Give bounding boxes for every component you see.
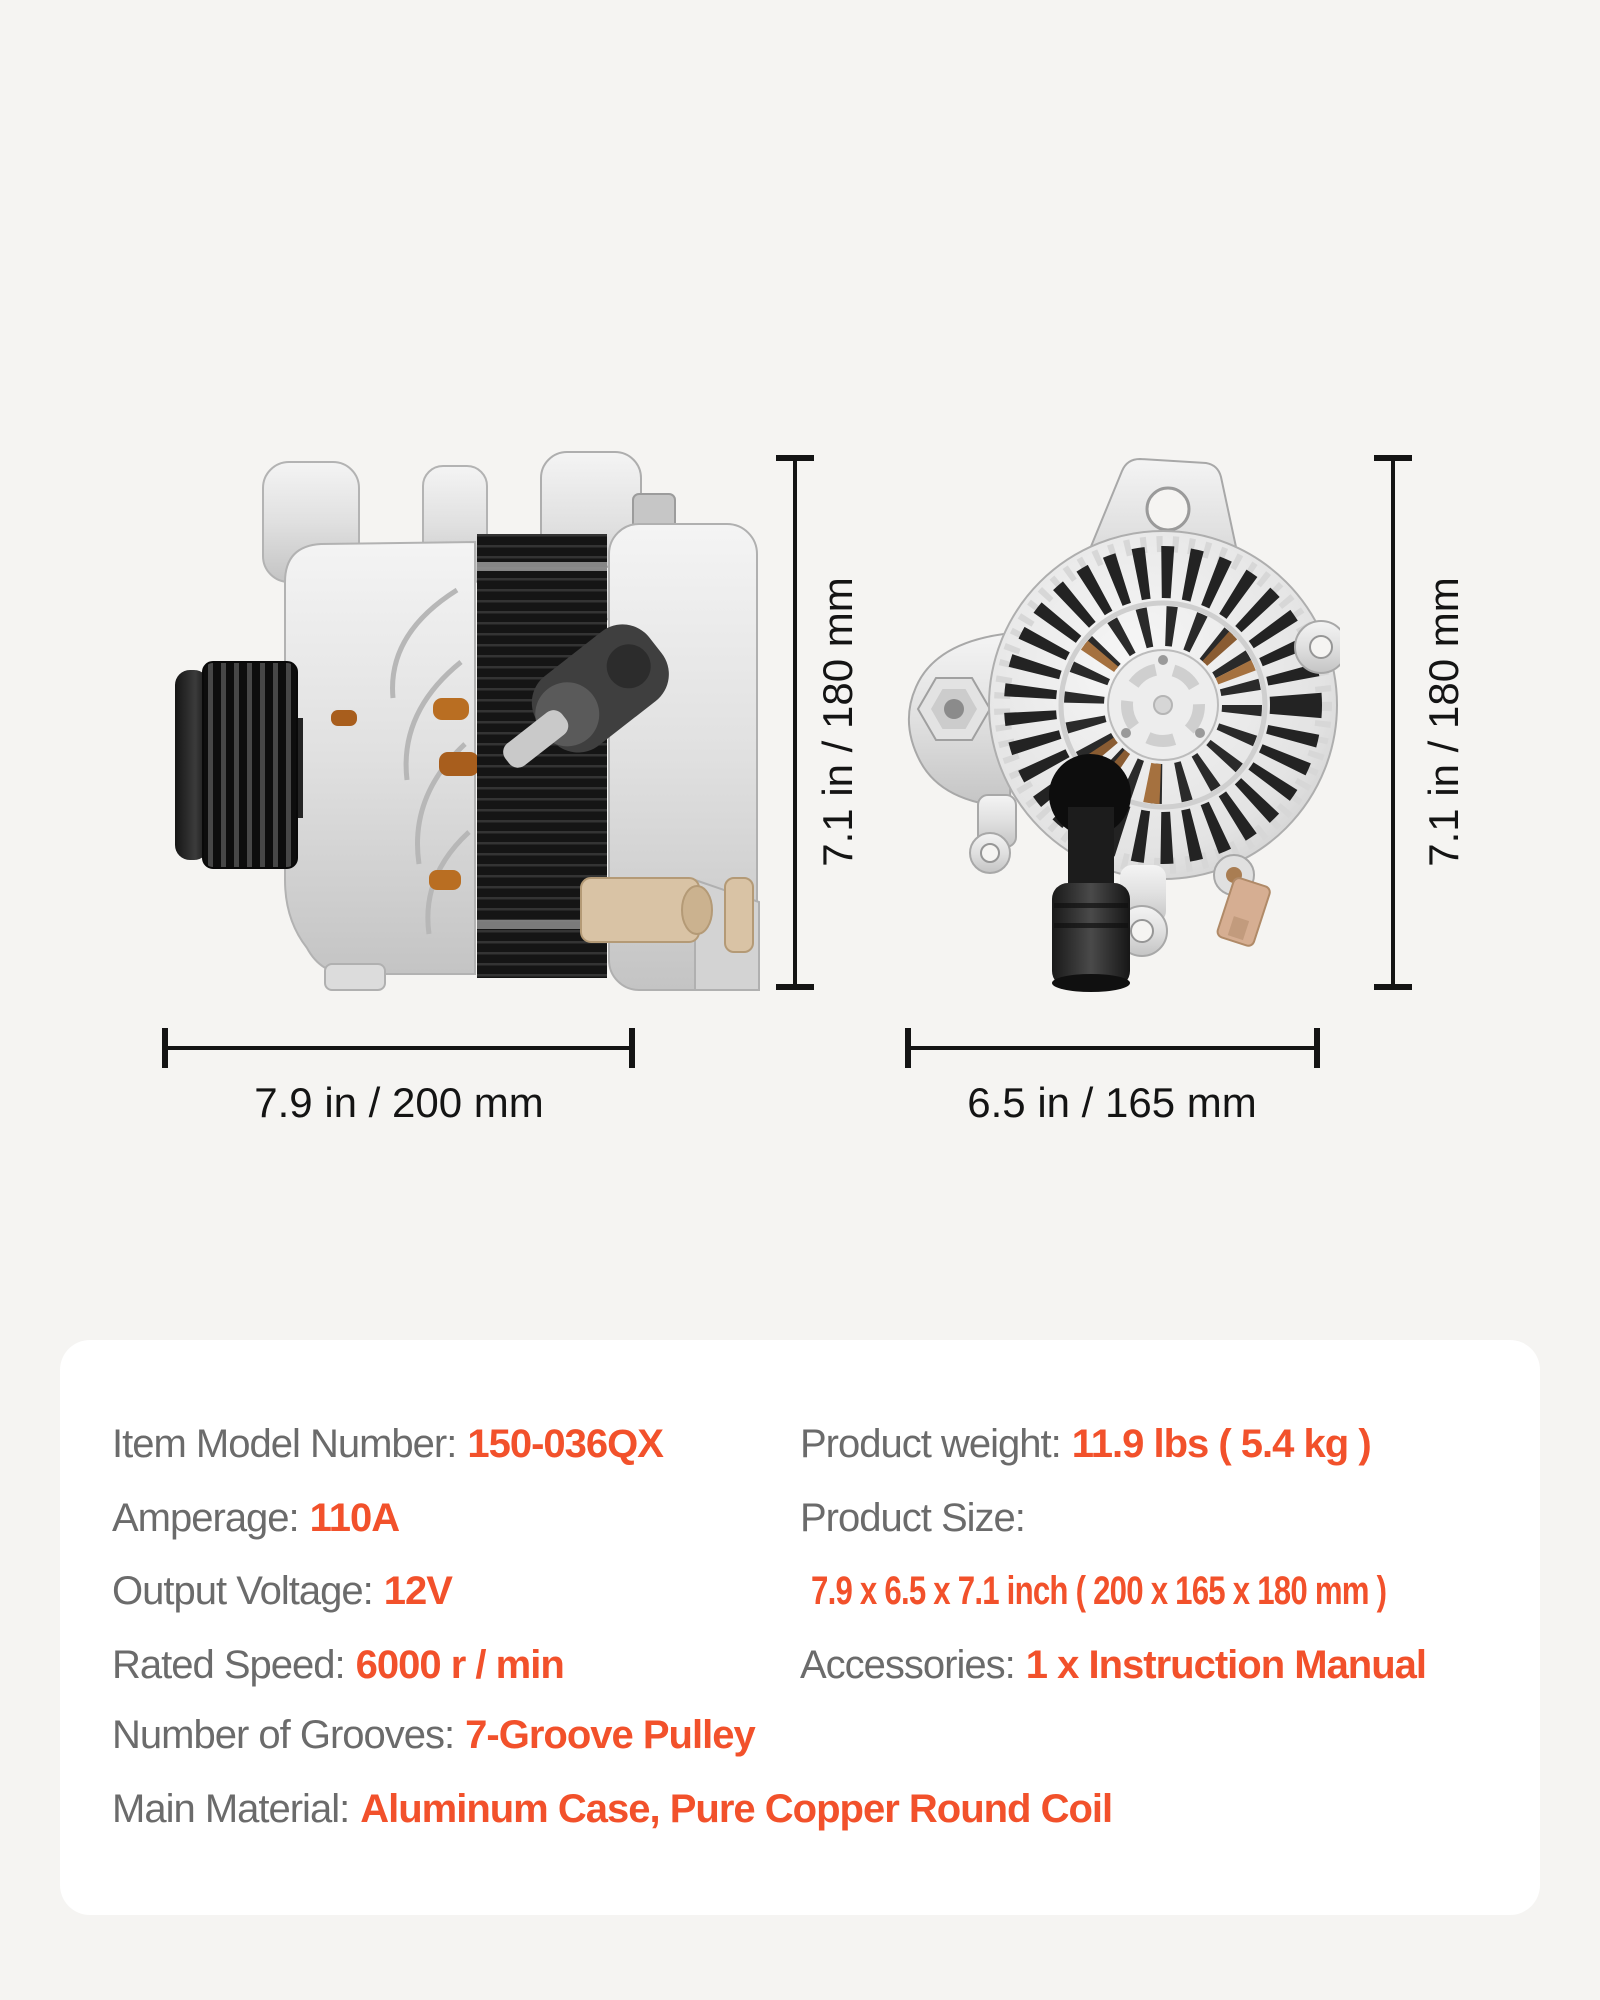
spec-value: 6000 r / min [355,1643,564,1687]
spec-label: Output Voltage: [112,1569,373,1613]
spec-amperage [112,1495,399,1541]
spec-label: Accessories: [800,1643,1015,1687]
spec-label: Rated Speed: [112,1643,345,1687]
spec-product-size-label [800,1495,1036,1541]
spec-label: Main Material: [112,1787,350,1831]
spec-output-voltage [112,1568,452,1614]
height-dimension-line-left [793,458,797,987]
front-foot [325,964,385,990]
spec-label: Item Model Number: [112,1422,457,1466]
spec-product-weight [800,1421,1371,1467]
tick [1314,1028,1320,1068]
spec-accessories [800,1642,1426,1688]
tick [162,1028,168,1068]
spec-label: Amperage: [112,1496,299,1540]
spec-product-size-value [800,1568,1549,1614]
hub [1108,650,1218,760]
height-label-left: 7.1 in / 180 mm [814,577,861,867]
tick [776,984,814,990]
width-dimension-line-left [165,1046,633,1050]
height-dimension-line-right [1391,458,1395,987]
width-label-left: 7.9 in / 200 mm [254,1079,544,1126]
tick [1374,455,1412,461]
spec-value: 7-Groove Pulley [465,1713,755,1757]
alternator-side-view-illustration [135,450,760,1005]
tick [629,1028,635,1068]
spec-label: Number of Grooves: [112,1713,455,1757]
bracket-hole [1147,488,1189,530]
spec-rated-speed [112,1642,564,1688]
width-label-right: 6.5 in / 165 mm [967,1079,1257,1126]
spec-value: 150-036QX [467,1422,663,1466]
alternator-rear-view-illustration [890,455,1340,1035]
spec-value: 11.9 lbs ( 5.4 kg ) [1071,1422,1371,1466]
spec-number-of-grooves [112,1712,755,1758]
pulley [175,662,297,868]
tie-rod-top [477,562,607,571]
spec-label: Product weight: [800,1422,1061,1466]
spec-value: 7.9 x 6.5 x 7.1 inch ( 200 x 165 x 180 mm ) [811,1569,1387,1613]
spec-value: 110A [309,1496,400,1540]
height-label-right: 7.1 in / 180 mm [1420,577,1467,867]
mounting-ear-left-lower [970,833,1010,873]
field-connector [581,878,753,952]
spec-value: 1 x Instruction Manual [1025,1643,1427,1687]
spec-value: Aluminum Case, Pure Copper Round Coil [360,1787,1113,1831]
tick [776,455,814,461]
spec-value: 12V [383,1569,452,1613]
width-dimension-line-right [908,1046,1317,1050]
spec-label: Product Size: [800,1496,1025,1540]
tick [1374,984,1412,990]
tick [905,1028,911,1068]
spec-main-material [112,1786,1112,1832]
spec-item-model-number [112,1421,663,1467]
mounting-ear-right [1295,621,1340,673]
